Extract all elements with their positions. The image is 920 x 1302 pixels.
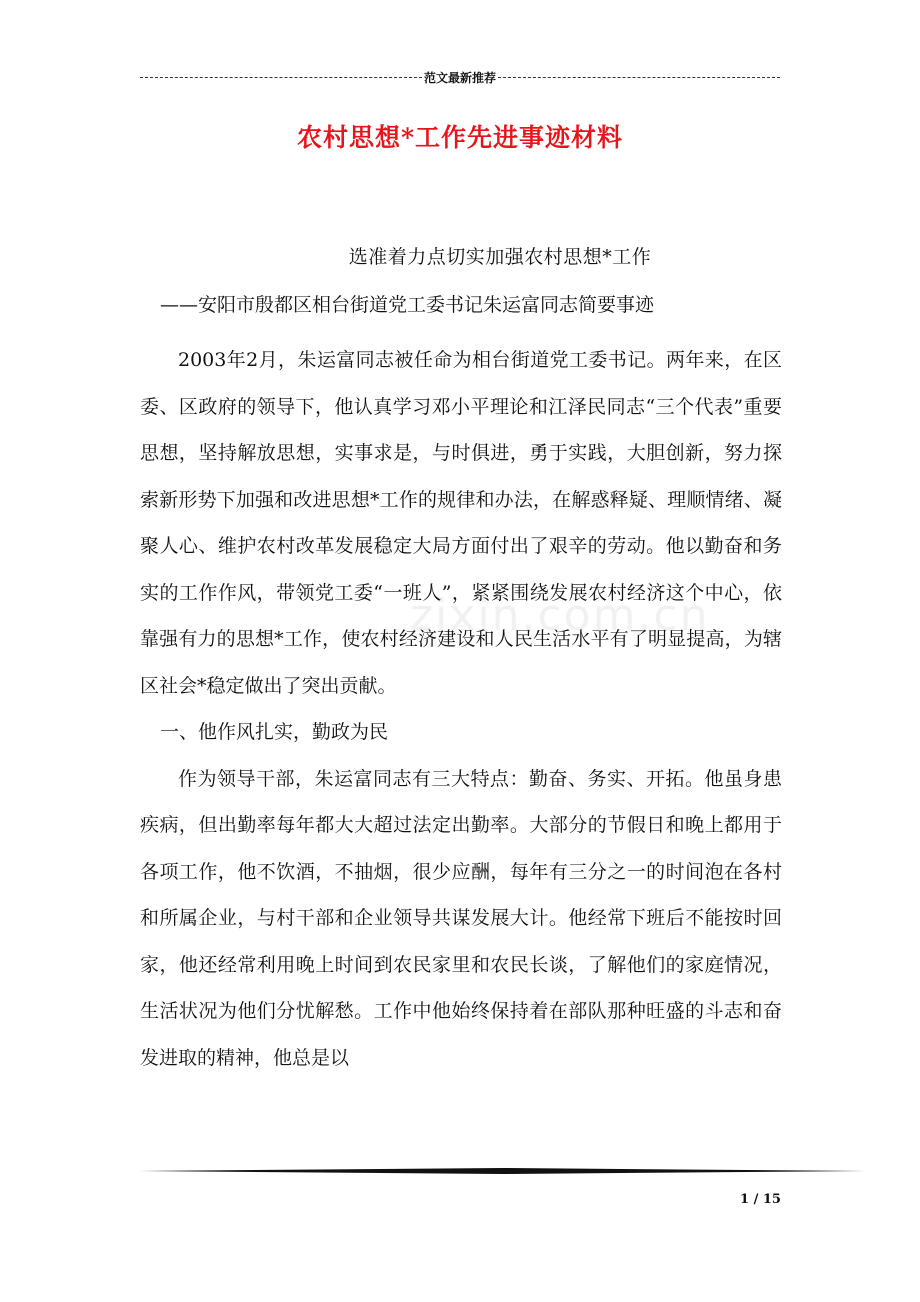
document-subtitle: 选准着力点切实加强农村思想*工作 xyxy=(348,246,652,268)
page-number: 1 / 15 xyxy=(740,1192,781,1207)
document-byline: ——安阳市殷都区相台街道党工委书记朱运富同志简要事迹 xyxy=(160,294,655,316)
watermark-logo: zixin.com.cn xyxy=(410,590,710,641)
paragraph-intro: 2003年2月，朱运富同志被任命为相台街道党工委书记。两年来，在区委、区政府的领导下，他认真学习邓小平理论和江泽民同志“三个代表”重要思想，坚持解放思想，实事求是，与时俱进，勇于实践，大胆创新，努力探索新形势下加强和改进思想*工作的规律和办法，在解惑释疑、理顺情绪、凝聚人心、维护农村改革发展稳定大局方面付出了艰辛的劳动。他以勤奋和务实的工作作风，带领党工委“一班人”，紧紧围绕发展农村经济这个中心，依靠强有力的思想*工作，使农村经济建设和人民生活水平有了明显提高，为辖区社会*稳定做出了突出贡献。 xyxy=(140,349,782,697)
header-dash-left xyxy=(140,77,422,78)
footer-rule xyxy=(140,1168,865,1174)
body-text xyxy=(140,337,782,1081)
header-label: 范文最新推荐 xyxy=(424,70,497,85)
paragraph-section-1: 作为领导干部，朱运富同志有三大特点：勤奋、务实、开拓。他虽身患疾病，但出勤率每年都大大超过法定出勤率。大部分的节假日和晚上都用于各项工作，他不饮酒，不抽烟，很少应酬，每年有三分之一的时间泡在各村和所属企业，与村干部和企业领导共谋发展大计。他经常下班后不能按时回家，他还经常利用晚上时间到农民家里和农民长谈，了解他们的家庭情况，生活状况为他们分忧解愁。工作中他始终保持着在部队那种旺盛的斗志和奋发进取的精神，他总是以 xyxy=(140,767,782,1069)
header-banner xyxy=(140,68,780,86)
section-heading: 一、他作风扎实，勤政为民 xyxy=(160,721,389,743)
document-title: 农村思想*工作先进事迹材料 xyxy=(296,123,624,152)
header-dash-right xyxy=(498,77,780,78)
